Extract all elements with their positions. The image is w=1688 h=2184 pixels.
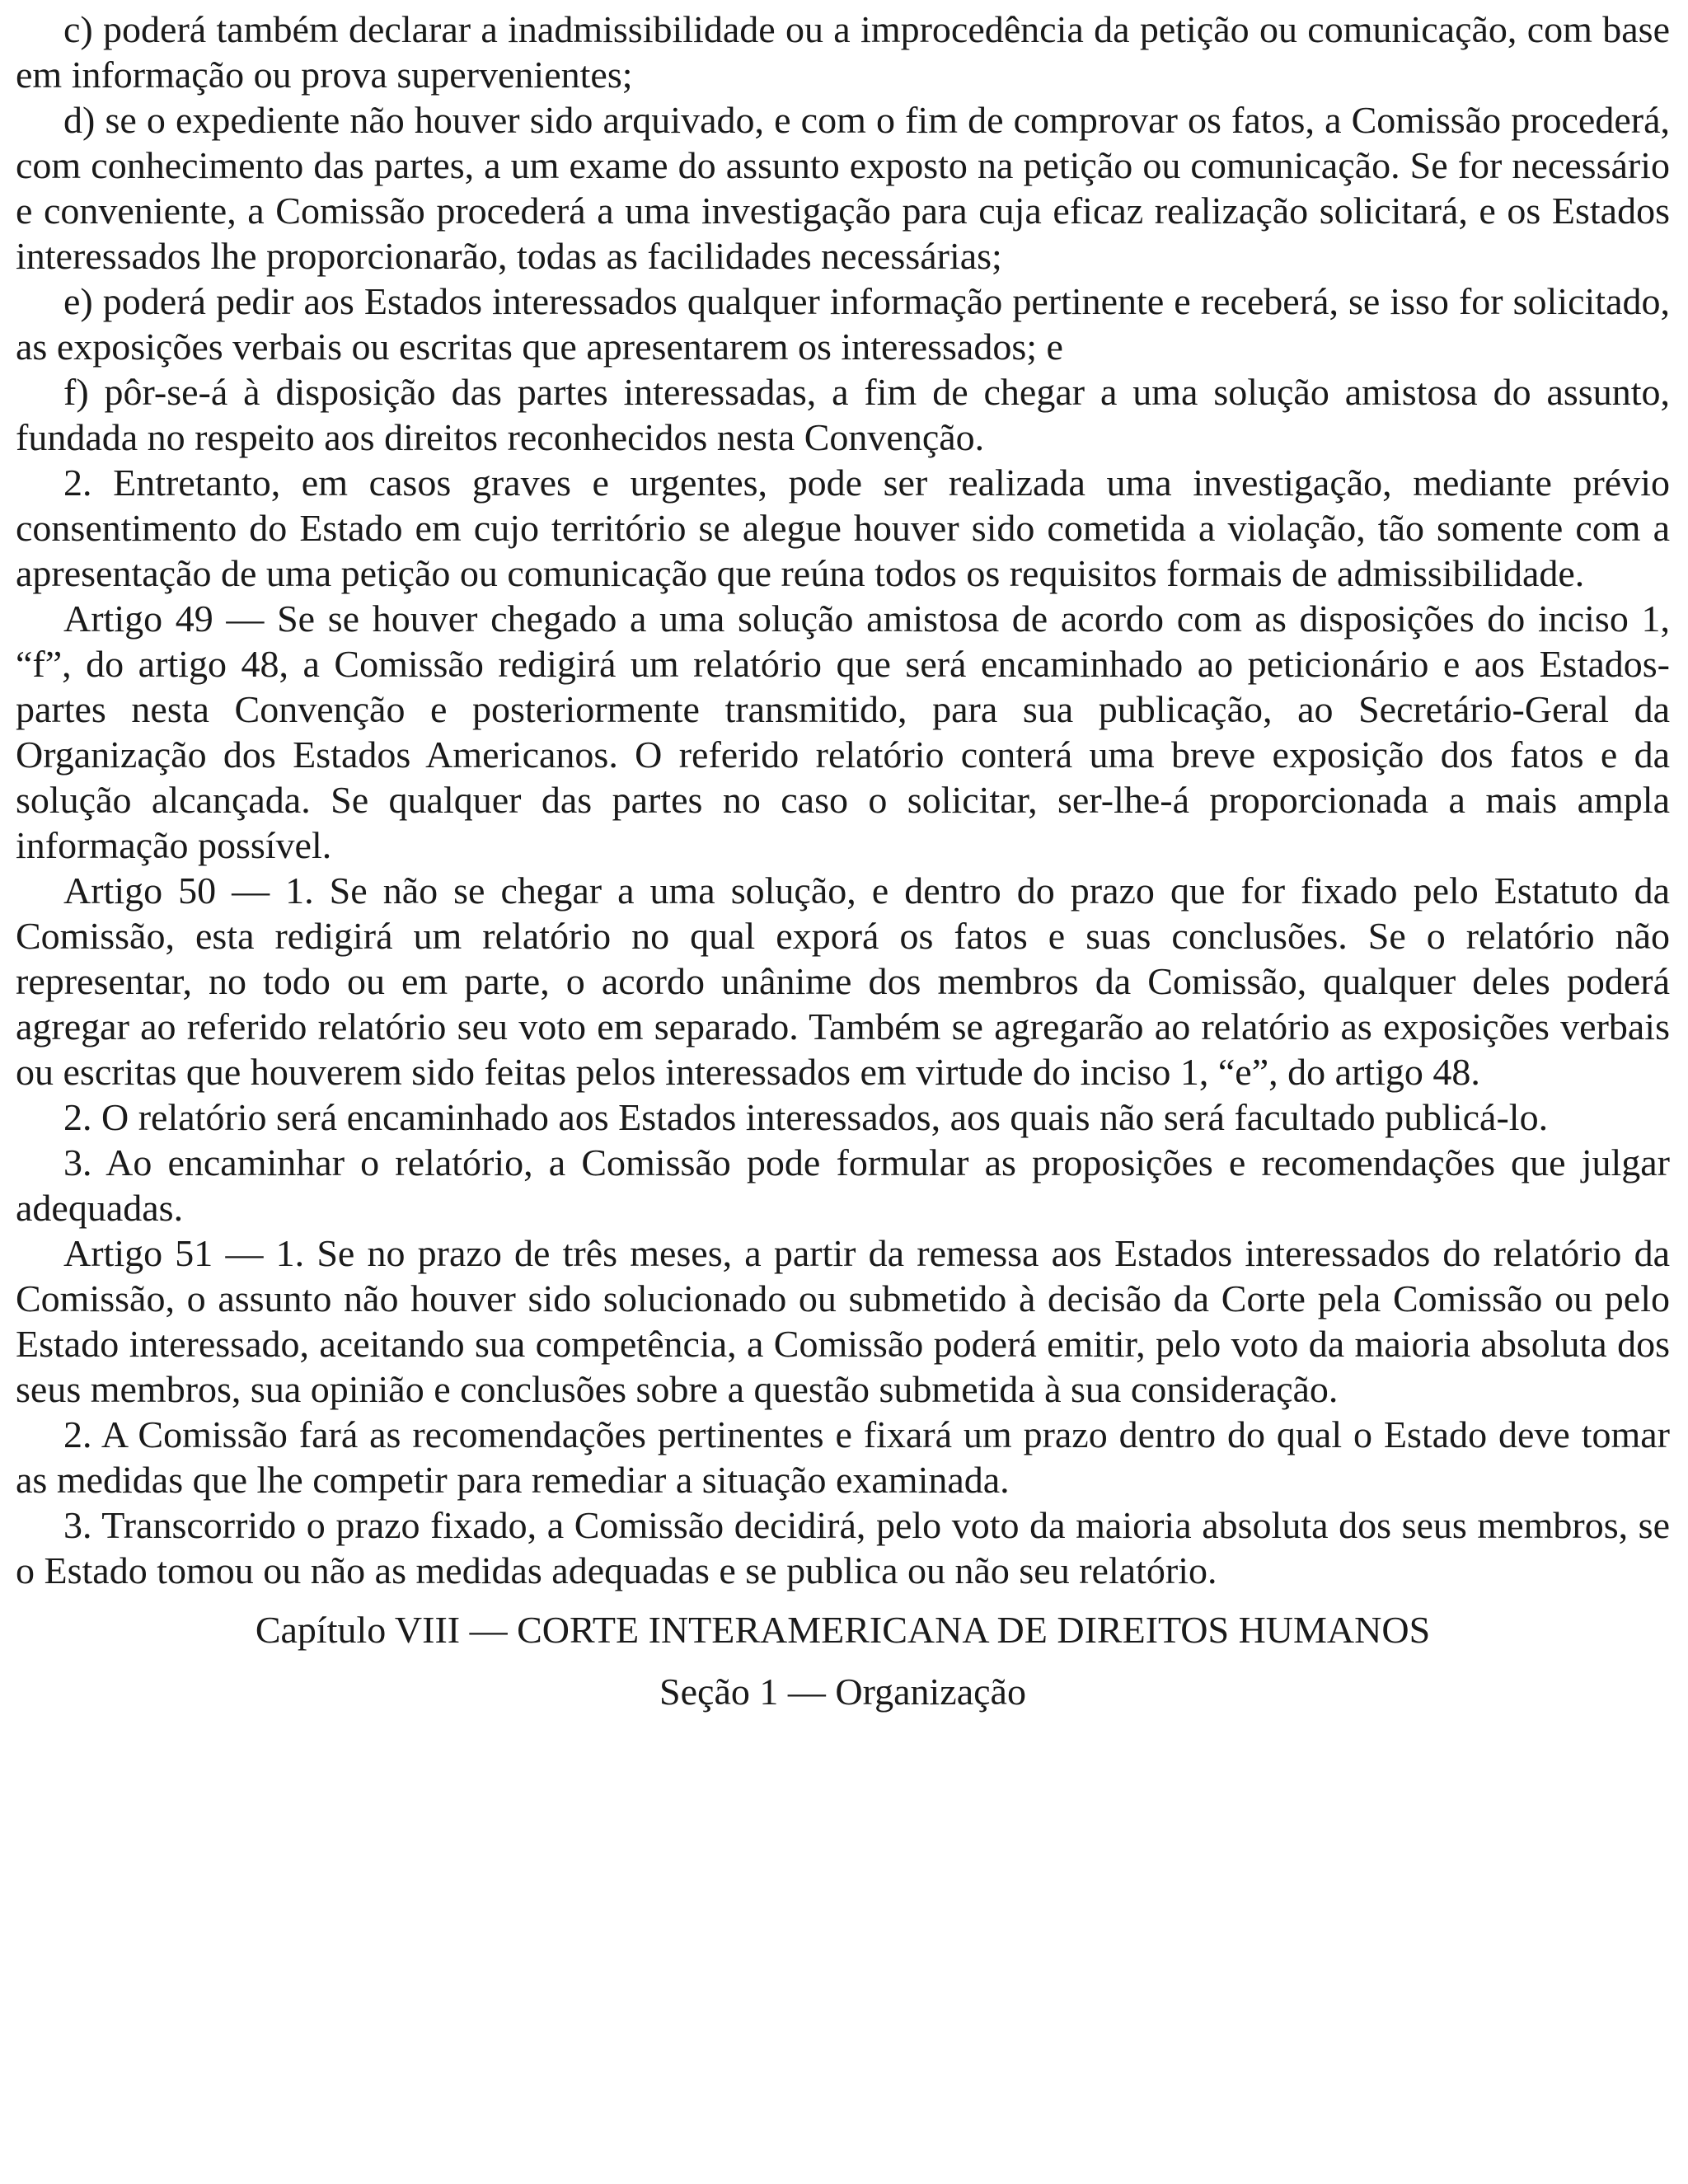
section-heading: Seção 1 — Organização: [659, 1671, 1026, 1713]
paragraph-art49: Artigo 49 — Se se houver chegado a uma solução amistosa de acordo com as disposições do inciso 1, “f”, do artigo 48, a Comissão redigirá um relatório que será encaminhado ao peticionário e aos Estados-partes nesta Convenção e posteriormente transmitido, para sua publicação, ao Secretário-Geral da Organização dos Estados Americanos. O referido relatório conterá uma breve exposição dos fatos e da solução alcançada. Se qualquer das partes no caso o solicitar, ser-lhe-á proporcionada a mais ampla informação possível.: [16, 598, 1670, 866]
paragraph-art48-2: 2. Entretanto, em casos graves e urgentes, pode ser realizada uma investigação, mediante prévio consentimento do Estado em cujo território se alegue houver sido cometida a violação, tão somente com a apresentação de uma petição ou comunicação que reúna todos os requisitos formais de admissibilidade.: [16, 462, 1670, 594]
chapter-heading: Capítulo VIII — CORTE INTERAMERICANA DE DIREITOS HUMANOS: [255, 1609, 1431, 1651]
paragraph-art50-3: 3. Ao encaminhar o relatório, a Comissão pode formular as proposições e recomendações que julgar adequadas.: [16, 1141, 1670, 1229]
paragraph-item-e: e) poderá pedir aos Estados interessados qualquer informação pertinente e receberá, se isso for solicitado, as exposições verbais ou escritas que apresentarem os interessados; e: [16, 280, 1670, 368]
paragraph-art51-1: Artigo 51 — 1. Se no prazo de três meses, a partir da remessa aos Estados interessados do relatório da Comissão, o assunto não houver sido solucionado ou submetido à decisão da Corte pela Comissão ou pelo Estado interessado, aceitando sua competência, a Comissão poderá emitir, pelo voto da maioria absoluta dos seus membros, sua opinião e conclusões sobre a questão submetida à sua consideração.: [16, 1232, 1670, 1410]
document-page: [16, 7, 1670, 1714]
paragraph-item-c: c) poderá também declarar a inadmissibilidade ou a improcedência da petição ou comunicação, com base em informação ou prova supervenientes;: [16, 8, 1670, 96]
paragraph-item-d: d) se o expediente não houver sido arquivado, e com o fim de comprovar os fatos, a Comissão procederá, com conhecimento das partes, a um exame do assunto exposto na petição ou comunicação. Se for necessário e conveniente, a Comissão procederá a uma investigação para cuja eficaz realização solicitará, e os Estados interessados lhe proporcionarão, todas as facilidades necessárias;: [16, 99, 1670, 277]
paragraph-art50-2: 2. O relatório será encaminhado aos Estados interessados, aos quais não será facultado publicá-lo.: [63, 1096, 1549, 1138]
paragraph-art51-2: 2. A Comissão fará as recomendações pertinentes e fixará um prazo dentro do qual o Estado deve tomar as medidas que lhe competir para remediar a situação examinada.: [16, 1413, 1670, 1501]
paragraph-art51-3: 3. Transcorrido o prazo fixado, a Comissão decidirá, pelo voto da maioria absoluta dos seus membros, se o Estado tomou ou não as medidas adequadas e se publica ou não seu relatório.: [16, 1504, 1670, 1591]
paragraph-item-f: f) pôr-se-á à disposição das partes interessadas, a fim de chegar a uma solução amistosa do assunto, fundada no respeito aos direitos reconhecidos nesta Convenção.: [16, 371, 1670, 458]
paragraph-art50-1: Artigo 50 — 1. Se não se chegar a uma solução, e dentro do prazo que for fixado pelo Estatuto da Comissão, esta redigirá um relatório no qual exporá os fatos e suas conclusões. Se o relatório não representar, no todo ou em parte, o acordo unânime dos membros da Comissão, qualquer deles poderá agregar ao referido relatório seu voto em separado. Também se agregarão ao relatório as exposições verbais ou escritas que houverem sido feitas pelos interessados em virtude do inciso 1, “e”, do artigo 48.: [16, 869, 1670, 1093]
